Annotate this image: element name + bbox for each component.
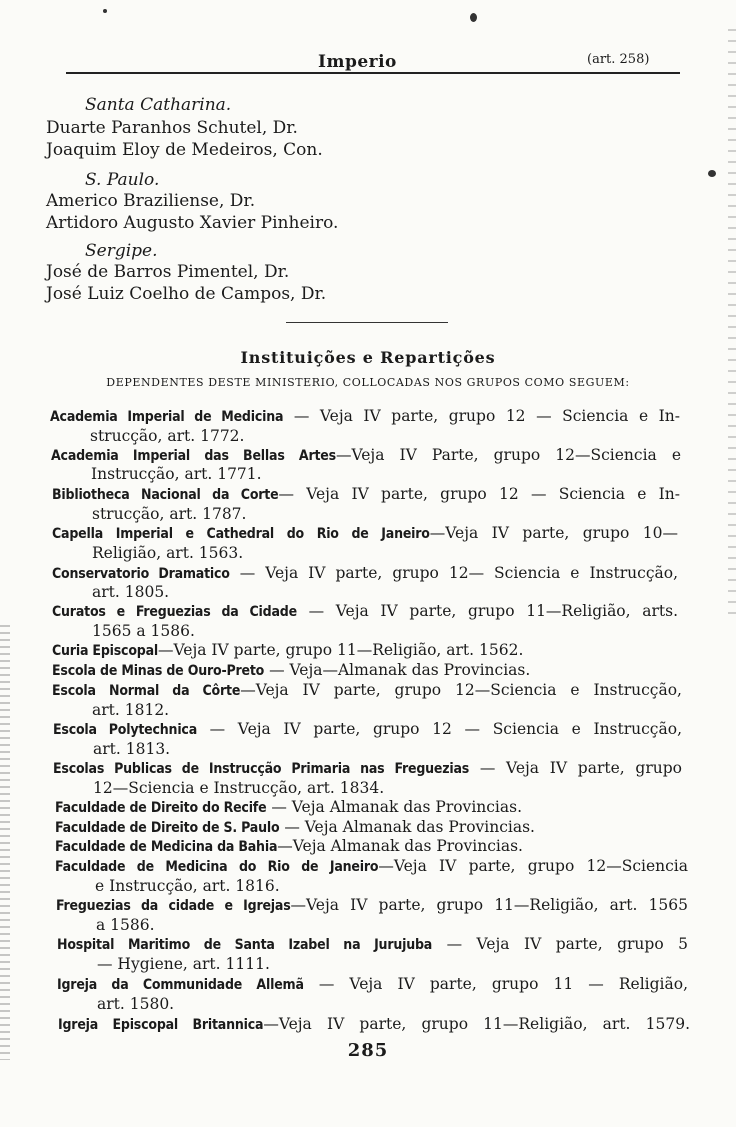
list-item	[52, 641, 523, 661]
entry-continuation: strucção, art. 1787.	[92, 505, 247, 523]
institution-name: Faculdade de Direito do Recife	[55, 800, 267, 816]
list-item	[55, 798, 522, 818]
institution-name: Capella Imperial e Cathedral do Rio de Janeiro	[52, 526, 430, 542]
section-divider	[286, 322, 448, 323]
list-item	[52, 661, 530, 681]
entry-text: — Veja IV parte, grupo	[469, 759, 682, 777]
page-edge-shadow	[728, 20, 736, 620]
institution-name: Conservatorio Dramatico	[52, 566, 230, 582]
institution-name: Faculdade de Medicina do Rio de Janeiro	[55, 859, 379, 875]
institution-name: Academia Imperial de Medicina	[50, 409, 284, 425]
list-item	[52, 564, 678, 584]
entry-continuation: strucção, art. 1772.	[90, 427, 245, 445]
header-rule	[66, 72, 680, 74]
institution-name: Academia Imperial das Bellas Artes	[51, 448, 336, 464]
entry-continuation: art. 1580.	[97, 995, 175, 1013]
entry-text: — Veja IV parte, grupo 11—Religião, arts.	[296, 602, 678, 620]
deputy-name: Duarte Paranhos Schutel, Dr.	[46, 118, 298, 138]
institution-name: Escola Normal da Côrte	[52, 683, 241, 699]
state-heading: Sergipe.	[85, 241, 158, 261]
page-number: 285	[347, 1040, 389, 1061]
state-heading: S. Paulo.	[85, 170, 160, 190]
entry-continuation: — Hygiene, art. 1111.	[97, 955, 270, 973]
institution-name: Faculdade de Direito de S. Paulo	[55, 820, 280, 836]
running-header-article-ref: (art. 258)	[587, 52, 650, 67]
list-item	[55, 837, 523, 857]
entry-text: —Veja IV parte, grupo 10—	[429, 524, 678, 542]
institution-name: Freguezias da cidade e Igrejas	[56, 898, 291, 914]
list-item	[56, 896, 688, 916]
entry-text: — Veja IV parte, grupo 12 — Sciencia e In-	[283, 407, 680, 425]
section-title: Instituições e Repartições	[240, 348, 496, 367]
print-speck	[708, 170, 716, 177]
entry-continuation: art. 1805.	[92, 583, 170, 601]
page-edge-shadow	[0, 620, 10, 1060]
institution-name: Escola Polytechnica	[53, 722, 197, 738]
entry-text: —Veja IV parte, grupo 12—Sciencia e Instrucção,	[240, 681, 682, 699]
entry-text: — Veja Almanak das Provincias.	[266, 798, 523, 816]
entry-text: — Veja IV parte, grupo 12 — Sciencia e In-	[278, 485, 681, 503]
list-item	[52, 681, 682, 701]
list-item	[57, 975, 688, 995]
entry-text: — Veja—Almanak das Provincias.	[264, 661, 531, 679]
institution-name: Igreja Episcopal Britannica	[58, 1017, 264, 1033]
entry-continuation: art. 1812.	[92, 701, 170, 719]
institution-name: Escolas Publicas de Instrucção Primaria nas Freguezias	[53, 761, 470, 777]
list-item	[50, 407, 680, 427]
list-item	[52, 485, 680, 505]
institution-name: Bibliotheca Nacional da Corte	[52, 487, 279, 503]
deputy-name: José de Barros Pimentel, Dr.	[46, 262, 290, 282]
entry-text: — Veja Almanak das Provincias.	[279, 818, 535, 836]
state-heading: Santa Catharina.	[85, 95, 232, 115]
entry-text: — Veja IV parte, grupo 12— Sciencia e Instrucção,	[229, 564, 678, 582]
institution-name: Hospital Maritimo de Santa Izabel na Jurujuba	[57, 937, 433, 953]
deputy-name: José Luiz Coelho de Campos, Dr.	[46, 284, 327, 304]
print-speck	[103, 9, 107, 13]
entry-continuation: Instrucção, art. 1771.	[91, 465, 262, 483]
institution-name: Faculdade de Medicina da Bahia	[55, 839, 278, 855]
entry-text: —Veja Almanak das Provincias.	[277, 837, 523, 855]
deputy-name: Americo Braziliense, Dr.	[46, 191, 256, 211]
deputy-name: Artidoro Augusto Xavier Pinheiro.	[46, 213, 339, 233]
section-subtitle: DEPENDENTES DESTE MINISTERIO, COLLOCADAS NOS GRUPOS COMO SEGUEM:	[106, 376, 630, 389]
entry-continuation: Religião, art. 1563.	[92, 544, 244, 562]
list-item	[55, 857, 688, 877]
entry-text: —Veja IV parte, grupo 12—Sciencia	[378, 857, 689, 875]
entry-continuation: 12—Sciencia e Instrucção, art. 1834.	[93, 779, 385, 797]
entry-text: —Veja IV Parte, grupo 12—Sciencia e	[335, 446, 681, 464]
list-item	[53, 759, 682, 779]
list-item	[58, 1015, 690, 1035]
list-item	[52, 524, 678, 544]
entry-text: — Veja IV parte, grupo 11 — Religião,	[303, 975, 688, 993]
list-item	[51, 446, 681, 466]
institution-name: Curatos e Freguezias da Cidade	[52, 604, 297, 620]
entry-continuation: a 1586.	[96, 916, 155, 934]
running-header-title: Imperio	[318, 52, 397, 72]
deputy-name: Joaquim Eloy de Medeiros, Con.	[46, 140, 323, 160]
list-item	[55, 818, 535, 838]
entry-text: —Veja IV parte, grupo 11—Religião, art. 1562.	[158, 641, 524, 659]
entry-text: — Veja IV parte, grupo 12 — Sciencia e Instrucção,	[197, 720, 682, 738]
list-item	[57, 935, 688, 955]
entry-continuation: art. 1813.	[93, 740, 171, 758]
entry-text: —Veja IV parte, grupo 11—Religião, art. 1579.	[263, 1015, 690, 1033]
institution-name: Igreja da Communidade Allemã	[57, 977, 304, 993]
entry-continuation: e Instrucção, art. 1816.	[95, 877, 280, 895]
list-item	[53, 720, 682, 740]
entry-continuation: 1565 a 1586.	[92, 622, 195, 640]
institution-name: Escola de Minas de Ouro-Preto	[52, 663, 265, 679]
list-item	[52, 602, 678, 622]
print-speck	[470, 13, 477, 22]
institution-name: Curia Episcopal	[52, 643, 158, 659]
entry-text: — Veja IV parte, grupo 5	[432, 935, 688, 953]
entry-text: —Veja IV parte, grupo 11—Religião, art. 1565	[290, 896, 688, 914]
